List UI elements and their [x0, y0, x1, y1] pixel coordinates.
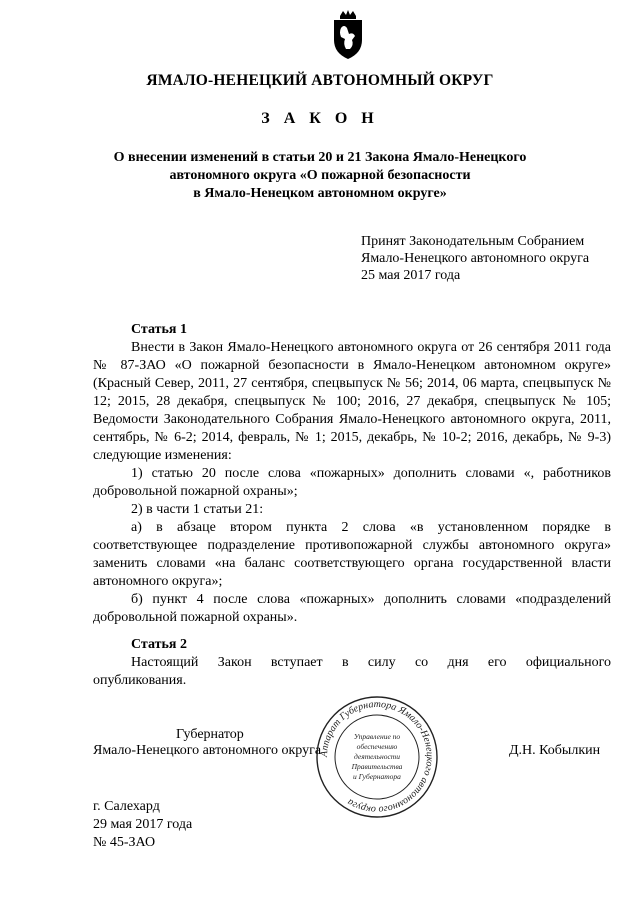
signer-title: Губернатор — [176, 727, 244, 742]
article-1-item-2b: б) пункт 4 после слова «пожарных» дополнить словами «подразделений добровольной пожарной охраны». — [93, 592, 611, 625]
law-subject — [0, 149, 640, 203]
subject-line: О внесении изменений в статьи 20 и 21 Закона Ямало-Ненецкого — [113, 150, 527, 165]
adoption-line: 25 мая 2017 года — [361, 268, 461, 283]
region-heading: ЯМАЛО-НЕНЕЦКИЙ АВТОНОМНЫЙ ОКРУГ — [146, 72, 494, 89]
svg-text:деятельности: деятельности — [354, 752, 400, 761]
article-1-item-1: 1) статью 20 после слова «пожарных» дополнить словами «, работников добровольной пожарной охраны»; — [93, 466, 611, 499]
document-footer — [93, 798, 192, 852]
subject-line: в Ямало-Ненецком автономном округе» — [193, 186, 447, 201]
article-2-text-line: Настоящий Закон вступает в силу со дня его официального — [131, 655, 611, 670]
signer-name: Д.Н. Кобылкин — [509, 743, 601, 758]
coat-of-arms-emblem — [328, 10, 368, 60]
svg-text:Правительства: Правительства — [351, 762, 403, 771]
article-1-item-2: 2) в части 1 статьи 21: — [131, 502, 264, 517]
signer-region: Ямало-Ненецкого автономного округа — [93, 743, 322, 758]
article-2-heading: Статья 2 — [131, 637, 187, 652]
article-1-item-2a: а) в абзаце втором пункта 2 слова «в установленном порядке в соответствующее подразделение противопожарной службы автономного округа» заменить словами «на баланс соответствующего органа государственной власти автономного округа»; — [93, 520, 611, 589]
svg-text:и Губернатора: и Губернатора — [353, 772, 401, 781]
article-1 — [93, 321, 611, 627]
footer-city: г. Салехард — [93, 799, 160, 814]
official-seal-stamp — [315, 695, 439, 819]
subject-line: автономного округа «О пожарной безопасности — [169, 168, 471, 183]
adoption-note — [361, 233, 589, 284]
svg-text:Управление по: Управление по — [353, 732, 401, 741]
footer-number: № 45-ЗАО — [93, 835, 156, 850]
article-2-text-line: опубликования. — [93, 673, 187, 688]
law-title: З А К О Н — [261, 110, 379, 127]
footer-date: 29 мая 2017 года — [93, 817, 193, 832]
svg-text:обеспечению: обеспечению — [356, 742, 398, 751]
article-1-heading: Статья 1 — [131, 322, 187, 337]
article-2 — [93, 636, 611, 690]
adoption-line: Ямало-Ненецкого автономного округа — [361, 251, 590, 266]
svg-text:Аппарат Губернатора Ямало-Нене: Аппарат Губернатора Ямало-Ненецкого автономного округа — [318, 698, 436, 816]
adoption-line: Принят Законодательным Собранием — [361, 234, 585, 249]
article-1-intro: Внести в Закон Ямало-Ненецкого автономного округа от 26 сентября 2011 года № 87-ЗАО «О пожарной безопасности в Ямало-Ненецком автономном округе» (Красный Север, 2011, 27 сентября, спецвыпуск № 56; 2014, 06 марта, спецвыпуск № 12; 2015, 28 декабря, спецвыпуск № 100; 2016, 27 декабря, спецвыпуск № 105; Ведомости Законодательного Собрания Ямало-Ненецкого автономного округа, 2011, сентябрь, № 6-2; 2014, февраль, № 1; 2015, декабрь, № 10-2; 2016, декабрь, № 9-3) следующие изменения: — [93, 340, 611, 463]
